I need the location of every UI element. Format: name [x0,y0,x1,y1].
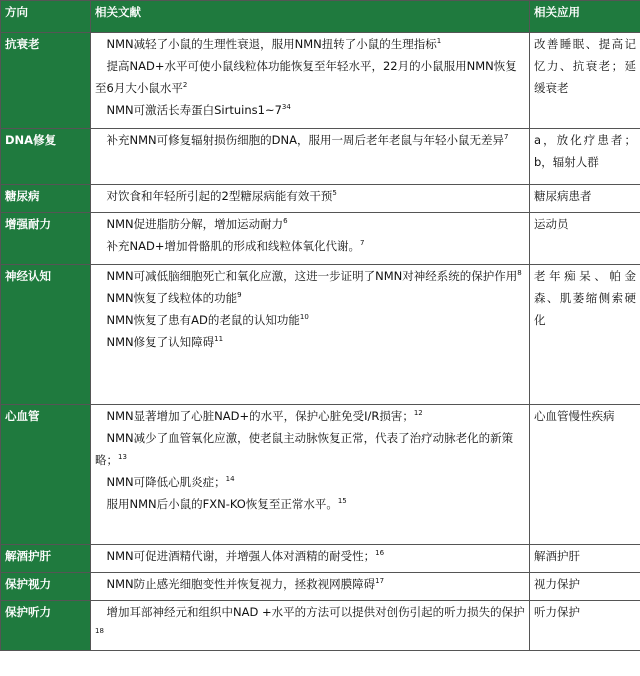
reference-number: 11 [214,335,224,344]
literature-item [95,129,525,151]
reference-number: 17 [375,577,385,586]
reference-number: 16 [375,549,385,558]
literature-text: NMN可促进酒精代谢，并增强人体对酒精的耐受性； [106,549,376,563]
row-direction: 保护视力 [1,573,91,601]
reference-number: 6 [283,217,288,226]
row-literature [91,129,530,185]
literature-item [95,427,525,471]
table-row [1,405,640,545]
row-literature [91,33,530,129]
row-direction: 神经认知 [1,265,91,405]
reference-number: 9 [237,291,242,300]
literature-item [95,331,525,353]
row-direction: 糖尿病 [1,185,91,213]
row-direction: 保护听力 [1,601,91,651]
literature-text: 提高NAD+水平可使小鼠线粒体功能恢复至年轻水平，22月的小鼠服用NMN恢复至6月大小鼠水平 [95,59,517,95]
literature-item [95,405,525,427]
literature-item [95,213,525,235]
row-literature [91,573,530,601]
literature-item [95,573,525,595]
reference-number: 7 [359,239,365,248]
literature-text: NMN防止感光细胞变性并恢复视力，拯救视网膜障碍 [106,577,376,591]
literature-text: NMN恢复了线粒体的功能 [106,291,238,305]
literature-item [95,471,525,493]
row-application: 改善睡眠、提高记忆力、抗衰老；延缓衰老 [530,33,640,129]
reference-number: 15 [337,497,347,506]
table-row [1,213,640,265]
reference-number: 2 [182,81,188,90]
table-row [1,545,640,573]
table-row [1,185,640,213]
table-row [1,265,640,405]
row-application: 听力保护 [530,601,640,651]
literature-text: NMN可降低心肌炎症； [106,475,226,489]
row-application: 视力保护 [530,573,640,601]
row-literature [91,601,530,651]
header-application: 相关应用 [530,1,640,33]
row-direction: 解酒护肝 [1,545,91,573]
literature-text: NMN显著增加了心脏NAD+的水平，保护心脏免受I/R损害； [106,409,414,423]
literature-item [95,185,525,207]
literature-item [95,33,525,55]
literature-text: NMN可减低脑细胞死亡和氧化应激，这进一步证明了NMN对神经系统的保护作用 [106,269,518,283]
literature-item [95,235,525,257]
table-row [1,33,640,129]
literature-item [95,309,525,331]
literature-item [95,287,525,309]
literature-text: NMN恢复了患有AD的老鼠的认知功能 [106,313,300,327]
table-row [1,129,640,185]
literature-item [95,55,525,99]
literature-text: NMN修复了认知障碍 [106,335,215,349]
header-literature: 相关文献 [91,1,530,33]
literature-item [95,265,525,287]
reference-number: 8 [517,269,522,278]
reference-number: 1 [436,37,442,46]
row-application: 解酒护肝 [530,545,640,573]
row-application: a，放化疗患者；b，辐射人群 [530,129,640,185]
reference-number: 13 [118,453,127,462]
reference-number: 18 [95,627,104,636]
row-application: 糖尿病患者 [530,185,640,213]
row-direction: 抗衰老 [1,33,91,129]
reference-number: 10 [299,313,309,322]
row-direction: DNA修复 [1,129,91,185]
reference-number: 12 [413,409,423,418]
row-application: 运动员 [530,213,640,265]
literature-text: NMN减少了血管氧化应激，使老鼠主动脉恢复正常，代表了治疗动脉老化的新策略； [95,431,514,467]
row-direction: 增强耐力 [1,213,91,265]
header-row [1,1,640,33]
literature-item [95,601,525,645]
literature-item [95,545,525,567]
reference-number: 34 [281,103,291,112]
row-application: 心血管慢性疾病 [530,405,640,545]
literature-item [95,99,525,121]
row-literature [91,185,530,213]
table-row [1,601,640,651]
reference-number: 14 [225,475,235,484]
literature-text: 补充NAD+增加骨骼肌的形成和线粒体氧化代谢。 [106,239,360,253]
literature-text: 对饮食和年轻所引起的2型糖尿病能有效干预 [106,189,333,203]
literature-text: NMN促进脂肪分解，增加运动耐力 [106,217,284,231]
literature-text: NMN减轻了小鼠的生理性衰退，服用NMN扭转了小鼠的生理指标 [106,37,437,51]
literature-text: 增加耳部神经元和组织中NAD +水平的方法可以提供对创伤引起的听力损失的保护 [106,605,525,619]
header-direction: 方向 [1,1,91,33]
table-row [1,573,640,601]
literature-text: 补充NMN可修复辐射损伤细胞的DNA，服用一周后老年老鼠与年轻小鼠无差异 [106,133,504,147]
row-literature [91,265,530,405]
row-direction: 心血管 [1,405,91,545]
row-literature [91,213,530,265]
literature-item [95,493,525,515]
row-literature [91,545,530,573]
reference-number: 5 [332,189,337,198]
row-literature [91,405,530,545]
literature-text: NMN可激活长寿蛋白Sirtuins1~7 [106,103,282,117]
reference-number: 7 [503,133,509,142]
row-application: 老年痴呆、帕金森、肌萎缩侧索硬化 [530,265,640,405]
literature-text: 服用NMN后小鼠的FXN-KO恢复至正常水平。 [106,497,338,511]
